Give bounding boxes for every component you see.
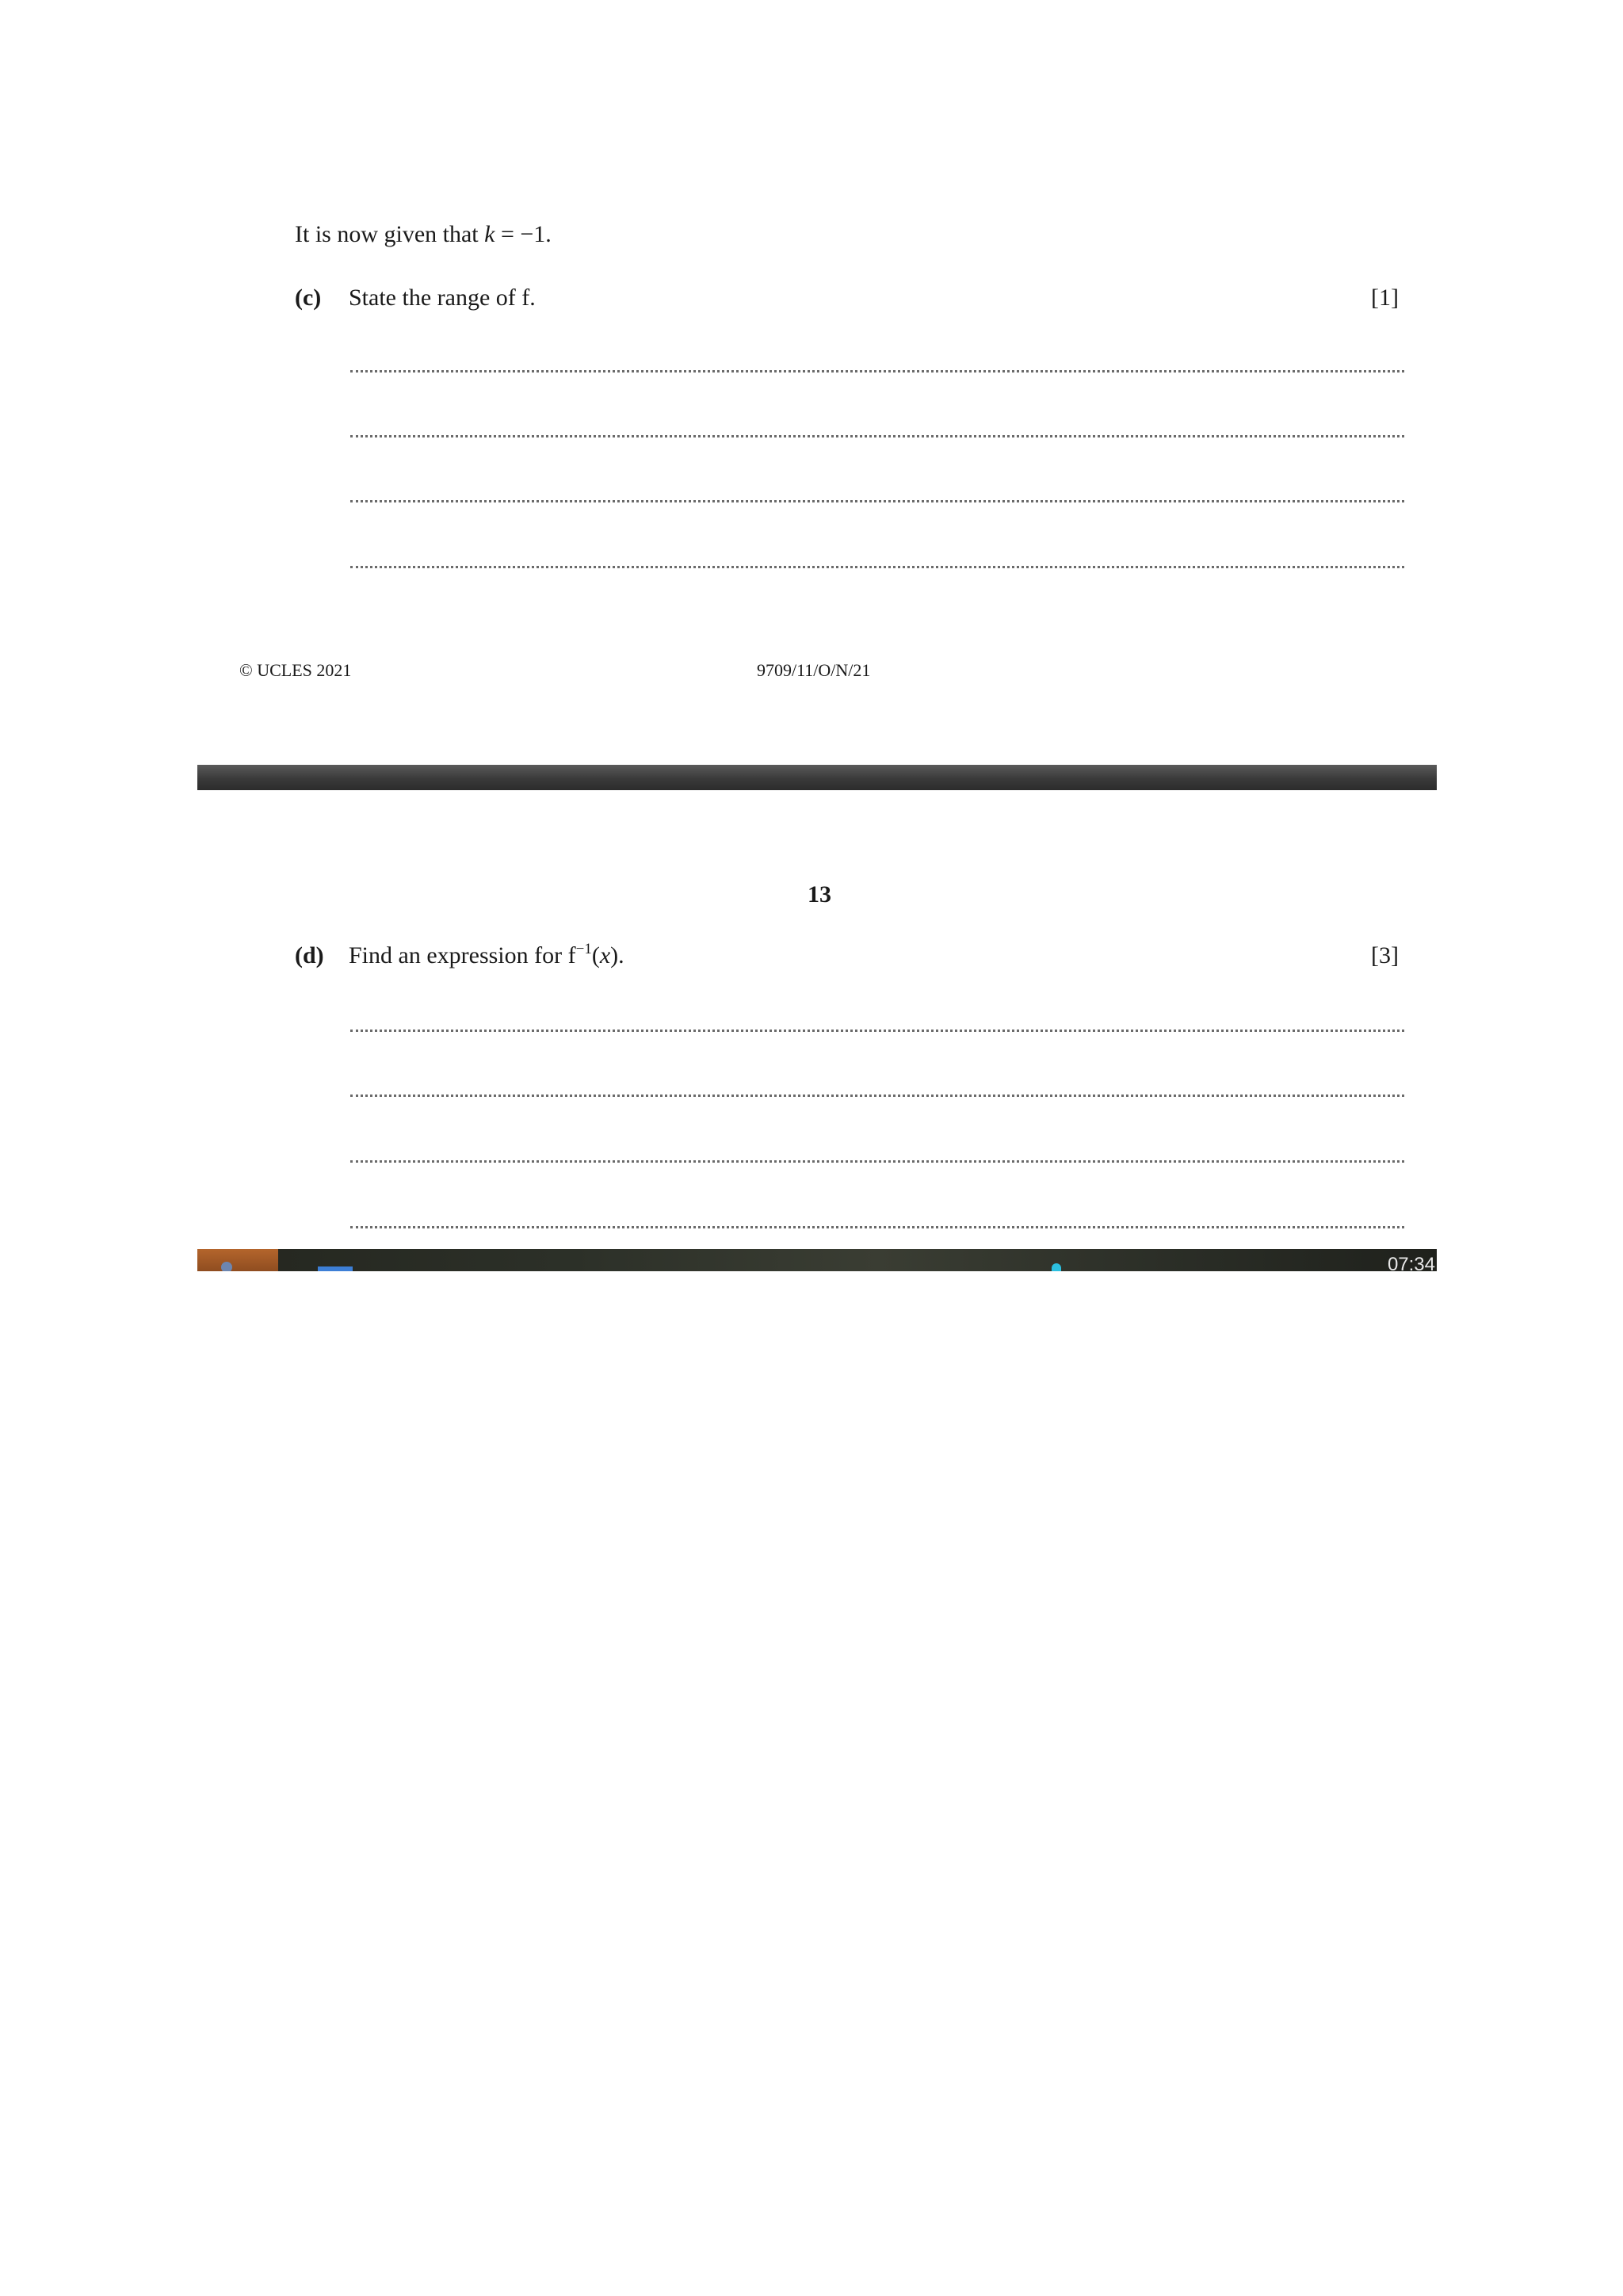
app-icon[interactable] [1052,1263,1061,1271]
start-button[interactable] [197,1249,278,1271]
part-d-text: Find an expression for f [349,942,576,968]
given-variable: k [484,221,495,247]
answer-line[interactable] [350,1030,1404,1032]
footer-paper-code: 9709/11/O/N/21 [757,660,871,680]
part-d-marks: [3] [1371,942,1399,968]
page-separator [197,765,1437,790]
part-c-label: (c) [295,285,322,311]
given-text-pre: It is now given that [295,221,485,247]
answer-line[interactable] [350,370,1404,372]
answer-line[interactable] [350,500,1404,502]
answer-line[interactable] [350,566,1404,568]
taskbar [197,1249,1437,1271]
taskbar-clock[interactable]: 07:34 [1387,1254,1435,1271]
file-explorer-icon[interactable] [318,1266,353,1271]
paren-open: ( [591,942,600,968]
start-icon [221,1262,232,1271]
answer-line[interactable] [350,435,1404,437]
part-c-marks: [1] [1371,285,1399,311]
part-c-question: State the range of f. [349,285,536,311]
part-d-question [349,942,624,970]
part-d-variable: x [599,942,611,968]
given-text-post: = −1. [495,221,552,247]
page-number: 13 [808,881,831,907]
given-statement [295,220,552,249]
answer-line[interactable] [350,1095,1404,1097]
footer-copyright: © UCLES 2021 [239,660,352,680]
answer-line[interactable] [350,1226,1404,1228]
inverse-superscript: −1 [575,941,592,957]
answer-line[interactable] [350,1160,1404,1163]
part-d-label: (d) [295,942,324,968]
paren-close: ). [610,942,624,968]
